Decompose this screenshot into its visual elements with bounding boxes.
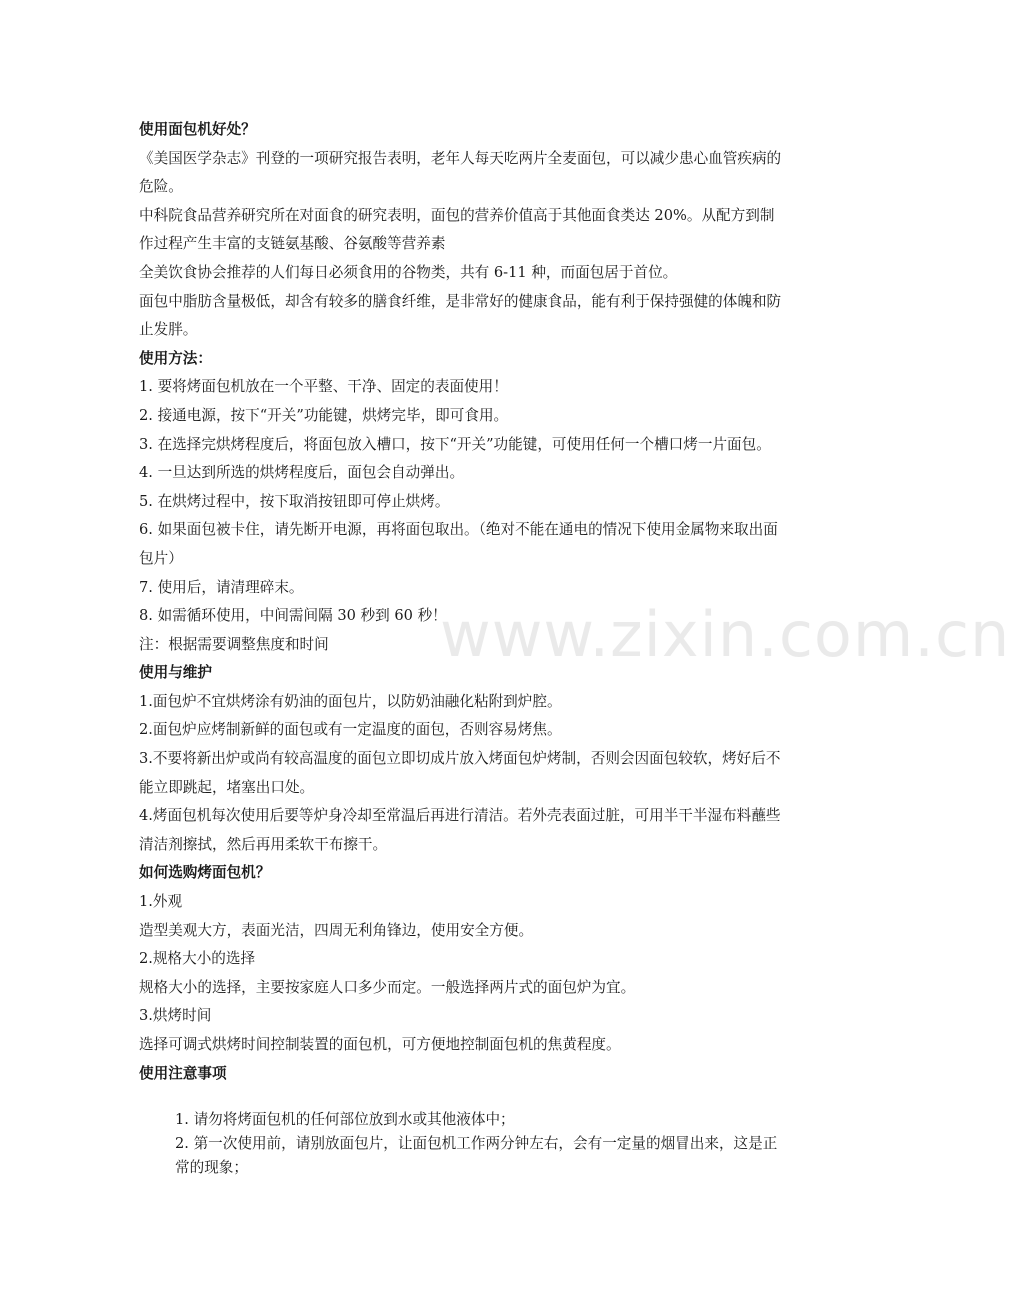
section-heading: 使用方法： — [139, 349, 212, 367]
section-paragraph: 《美国医学杂志》刊登的一项研究报告表明，老年人每天吃两片全麦面包，可以减少患心血管疾病的危险。 — [139, 149, 782, 196]
section-heading: 使用注意事项 — [139, 1064, 227, 1082]
section-paragraph: 5. 在烘烤过程中，按下取消按钮即可停止烘烤。 — [139, 492, 450, 510]
section-paragraph: 1. 要将烤面包机放在一个平整、干净、固定的表面使用！ — [139, 378, 508, 396]
section-paragraph: 6. 如果面包被卡住，请先断开电源，再将面包取出。（绝对不能在通电的情况下使用金属物来取出面包片） — [139, 521, 778, 567]
precaution-item: 2. 第一次使用前，请别放面包片，让面包机工作两分钟左右，会有一定量的烟冒出来，这是正常的现象； — [175, 1135, 778, 1177]
section-heading: 如何选购烤面包机？ — [139, 864, 271, 882]
section-paragraph: 2.面包炉应烤制新鲜的面包或有一定温度的面包，否则容易烤焦。 — [139, 721, 562, 739]
precaution-list — [139, 1108, 787, 1180]
section-paragraph: 选择可调式烘烤时间控制装置的面包机，可方便地控制面包机的焦黄程度。 — [139, 1036, 621, 1053]
section-paragraph: 3.烘烤时间 — [139, 1007, 212, 1025]
section-gap — [139, 1088, 787, 1108]
section-paragraph: 7. 使用后，请清理碎末。 — [139, 578, 304, 596]
section-paragraph: 中科院食品营养研究所在对面食的研究表明，面包的营养价值高于其他面食类达 20%。从配方到制作过程产生丰富的支链氨基酸、谷氨酸等营养素 — [139, 206, 775, 253]
document-body — [139, 116, 787, 1180]
section-paragraph: 1.外观 — [139, 893, 183, 911]
watermark: www.zixin.com.cn — [440, 598, 1010, 671]
section-paragraph: 全美饮食协会推荐的人们每日必须食用的谷物类，共有 6-11 种，而面包居于首位。 — [139, 263, 678, 281]
section-paragraph: 4.烤面包机每次使用后要等炉身冷却至常温后再进行清洁。若外壳表面过脏，可用半干半湿布料蘸些清洁剂擦拭，然后再用柔软干布擦干。 — [139, 807, 781, 853]
section-paragraph: 8. 如需循环使用，中间需间隔 30 秒到 60 秒！ — [139, 607, 447, 625]
section-paragraph: 造型美观大方，表面光洁，四周无利角锋边，使用安全方便。 — [139, 921, 534, 939]
section-paragraph: 面包中脂肪含量极低，却含有较多的膳食纤维，是非常好的健康食品，能有利于保持强健的体魄和防止发胖。 — [139, 292, 782, 339]
section-paragraph: 2.规格大小的选择 — [139, 950, 256, 968]
precaution-item: 1. 请勿将烤面包机的任何部位放到水或其他液体中； — [175, 1111, 515, 1129]
section-paragraph: 规格大小的选择，主要按家庭人口多少而定。一般选择两片式的面包炉为宜。 — [139, 978, 636, 996]
section-heading: 使用与维护 — [139, 664, 212, 682]
section-paragraph: 3. 在选择完烘烤程度后，将面包放入槽口，按下“开关”功能键，可使用任何一个槽口烤一片面包。 — [139, 435, 771, 453]
section-paragraph: 2. 接通电源，按下“开关”功能键，烘烤完毕，即可食用。 — [139, 406, 509, 424]
section-paragraph: 3.不要将新出炉或尚有较高温度的面包立即切成片放入烤面包炉烤制，否则会因面包较软，烤好后不能立即跳起，堵塞出口处。 — [139, 750, 781, 796]
section-paragraph: 注：根据需要调整焦度和时间 — [139, 635, 329, 653]
section-paragraph: 1.面包炉不宜烘烤涂有奶油的面包片，以防奶油融化粘附到炉腔。 — [139, 692, 562, 710]
section-heading: 使用面包机好处？ — [139, 121, 256, 138]
document-sections — [139, 116, 787, 1088]
section-paragraph: 4. 一旦达到所选的烘烤程度后，面包会自动弹出。 — [139, 464, 465, 482]
